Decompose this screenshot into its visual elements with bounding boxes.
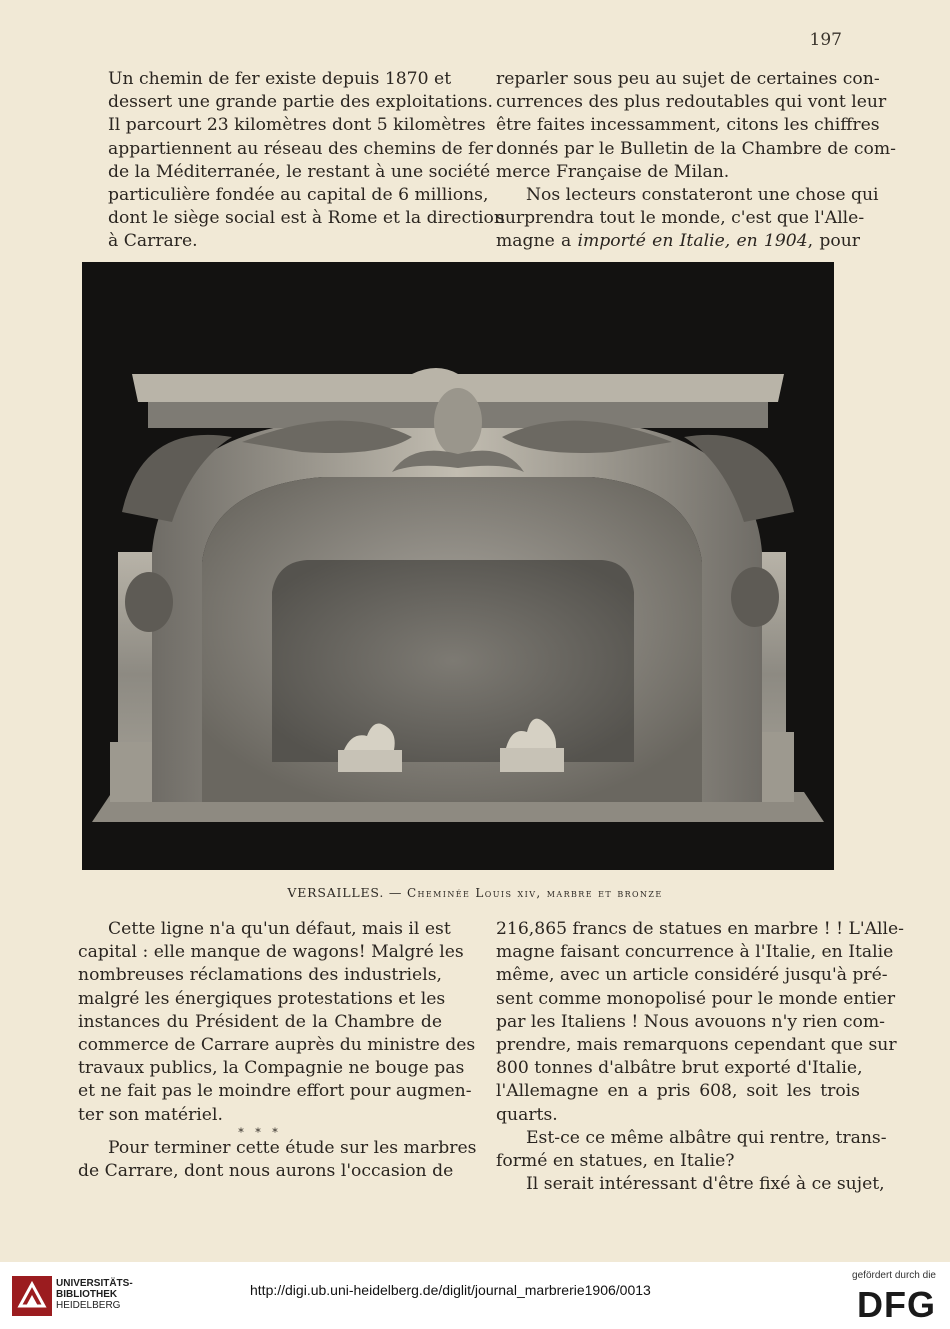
caption-place: VERSAILLES. (287, 885, 385, 900)
paragraph (496, 1127, 887, 1173)
column-top-right (496, 68, 896, 254)
central-mask (434, 388, 482, 456)
left-lion-head (125, 572, 173, 632)
text-run: , pour (807, 231, 861, 252)
text-line: dont le siège social est à Rome et la direction (108, 208, 505, 229)
text-line: commerce de Carrare auprès du ministre des (78, 1035, 476, 1056)
text-line: Pour terminer cette étude sur les marbres (108, 1137, 477, 1158)
paragraph (496, 1173, 885, 1196)
paragraph (496, 184, 879, 254)
dfg-logo: DFG (857, 1284, 936, 1325)
institution-name (56, 1278, 133, 1311)
text-line: Nos lecteurs constateront une chose qui (526, 185, 879, 206)
text-line: et ne fait pas le moindre effort pour augmen- (78, 1081, 472, 1102)
text-line: sent comme monopolisé pour le monde entier (496, 988, 896, 1009)
text-line: Un chemin de fer existe depuis 1870 et (108, 69, 452, 89)
figure-caption (0, 885, 950, 900)
text-line (496, 230, 860, 253)
fireplace-photograph (82, 262, 834, 870)
text-line: de Carrare, dont nous aurons l'occasion de (78, 1161, 454, 1182)
institution-line: BIBLIOTHEK (56, 1289, 118, 1300)
caption-description: Cheminée Louis xiv, marbre et bronze (406, 886, 663, 900)
sponsor-label: gefördert durch die (852, 1270, 936, 1281)
permalink-url[interactable]: http://digi.ub.uni-heidelberg.de/diglit/journal_marbrerie1906/0013 (250, 1282, 651, 1298)
text-line: 800 tonnes d'albâtre brut exporté d'Italie, (496, 1058, 863, 1079)
text-line: Cette ligne n'a qu'un défaut, mais il est (108, 919, 451, 939)
paragraph (496, 68, 896, 184)
university-library-logo-icon (12, 1276, 52, 1316)
text-line: 216,865 francs de statues en marbre ! ! L'Alle- (496, 919, 904, 939)
text-line: instances du Président de la Chambre de (78, 1011, 442, 1032)
paragraph (78, 918, 476, 1127)
text-line: merce Française de Milan. (496, 161, 730, 182)
text-line: par les Italiens ! Nous avouons n'y rien com- (496, 1011, 885, 1032)
institution-line: HEIDELBERG (56, 1300, 121, 1311)
column-top-left (78, 68, 505, 254)
firebox (272, 560, 634, 762)
sponsor-block (826, 1270, 936, 1323)
paragraph (78, 1137, 477, 1183)
right-lion-head (731, 567, 779, 627)
text-line: Il parcourt 23 kilomètres dont 5 kilomètres (108, 115, 486, 136)
text-line: même, avec un article considéré jusqu'à pré- (496, 965, 888, 986)
caption-dash: — (384, 885, 407, 900)
text-line: reparler sous peu au sujet de certaines con- (496, 69, 880, 89)
text-line: à Carrare. (108, 231, 198, 252)
text-line: dessert une grande partie des exploitations. (108, 92, 493, 113)
page-number: 197 (809, 30, 842, 50)
text-line: formé en statues, en Italie? (496, 1151, 735, 1172)
text-line: quarts. (496, 1104, 558, 1125)
text-line: nombreuses réclamations des industriels, (78, 965, 442, 986)
text-line: l'Allemagne en a pris 608, soit les trois (496, 1081, 860, 1102)
column-bottom-left (78, 918, 477, 1183)
text-line: Est-ce ce même albâtre qui rentre, trans- (526, 1127, 887, 1148)
text-line: magne faisant concurrence à l'Italie, en Italie (496, 942, 894, 963)
text-line: appartiennent au réseau des chemins de fer (108, 138, 493, 159)
column-bottom-right (496, 918, 904, 1196)
institution-line: UNIVERSITÄTS- (56, 1278, 133, 1289)
text-run: magne a (496, 231, 578, 252)
text-line: Il serait intéressant d'être fixé à ce sujet, (526, 1174, 885, 1195)
text-line: particulière fondée au capital de 6 millions, (108, 185, 489, 206)
text-line: capital : elle manque de wagons! Malgré les (78, 942, 464, 963)
text-line: de la Méditerranée, le restant à une société (108, 161, 491, 182)
text-line: être faites incessamment, citons les chiffres (496, 115, 880, 136)
italic-text: importé en Italie, en 1904 (577, 231, 808, 252)
text-line: surprendra tout le monde, c'est que l'Alle- (496, 208, 865, 229)
digitization-footer (0, 1262, 950, 1329)
paragraph (78, 68, 505, 254)
text-line: ter son matériel. (78, 1104, 223, 1125)
text-line: currences des plus redoutables qui vont leur (496, 92, 887, 113)
fireplace-illustration (82, 262, 834, 870)
text-line: malgré les énergiques protestations et les (78, 988, 446, 1009)
paragraph (496, 918, 904, 1127)
text-line: travaux publics, la Compagnie ne bouge pas (78, 1058, 465, 1079)
section-separator: * * * (238, 1125, 282, 1139)
text-line: donnés par le Bulletin de la Chambre de com- (496, 138, 896, 159)
text-line: prendre, mais remarquons cependant que sur (496, 1035, 897, 1056)
